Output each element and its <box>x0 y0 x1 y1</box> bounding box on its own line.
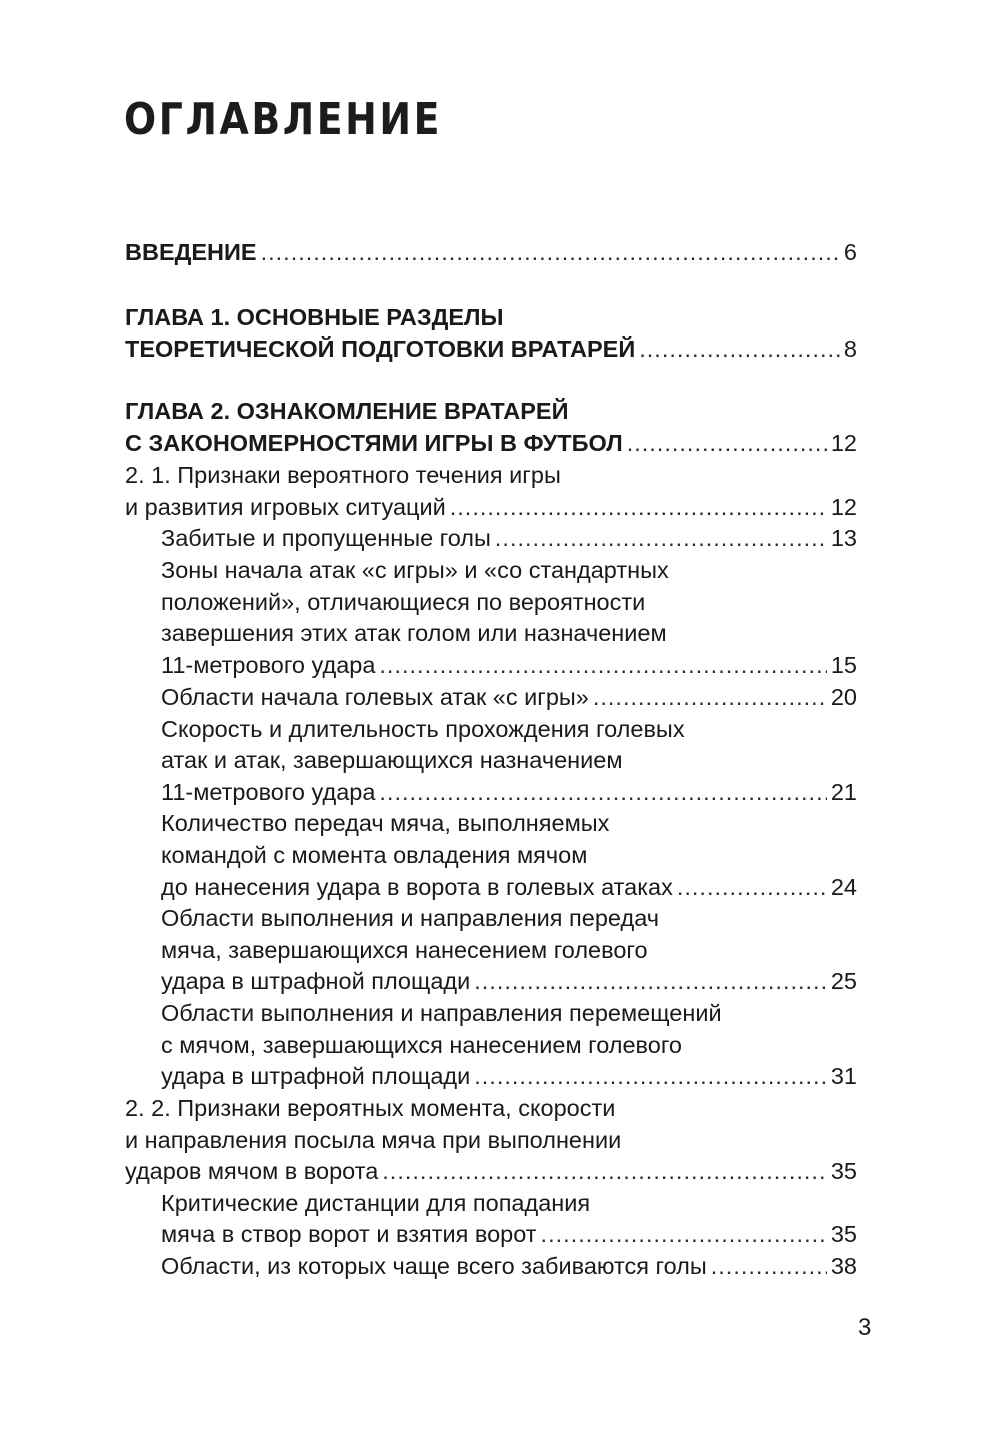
toc-entry-passes-line-2: командой с момента овладения мячом <box>161 842 588 868</box>
dot-leader <box>450 491 827 523</box>
toc-entry-passes-line-1: Количество передач мяча, выполняемых <box>161 810 610 836</box>
toc-entry-zones-line-2: положений», отличающиеся по вероятности <box>161 589 646 615</box>
toc-entry-title: Области, из которых чаще всего забиваются голы <box>161 1253 707 1279</box>
dot-leader <box>474 1060 827 1092</box>
toc-page-number: 20 <box>830 684 857 710</box>
dot-leader <box>627 427 827 459</box>
toc-page-number: 8 <box>843 336 857 362</box>
toc-entry-distances <box>161 1218 857 1250</box>
toc-entry-distances-line-1: Критические дистанции для попадания <box>161 1190 591 1216</box>
toc-entry-title: ВВЕДЕНИЕ <box>125 239 257 265</box>
dot-leader <box>495 522 827 554</box>
toc-entry-intro <box>125 236 857 268</box>
dot-leader <box>261 236 840 268</box>
toc-page-number: 35 <box>830 1158 857 1184</box>
toc-entry-zones-line-1: Зоны начала атак «с игры» и «со стандартных <box>161 557 669 583</box>
dot-leader <box>593 681 827 713</box>
toc-entry-title: 11-метрового удара <box>161 779 376 805</box>
toc-entry-title: С ЗАКОНОМЕРНОСТЯМИ ИГРЫ В ФУТБОЛ <box>125 430 623 456</box>
toc-entry-title: удара в штрафной площади <box>161 968 471 994</box>
toc-entry-title: до нанесения удара в ворота в голевых атаках <box>161 874 673 900</box>
dot-leader <box>541 1218 827 1250</box>
page-number: 3 <box>858 1314 872 1341</box>
toc-entry-attack-areas <box>161 681 857 713</box>
toc-page-number: 21 <box>830 779 857 805</box>
toc-section-2-1 <box>125 491 857 523</box>
toc-entry-pass-areas <box>161 965 857 997</box>
toc-entry-title: Забитые и пропущенные голы <box>161 525 491 551</box>
toc-chapter-1 <box>125 333 857 365</box>
dot-leader <box>639 333 840 365</box>
toc-entry-speed <box>161 776 857 808</box>
toc-entry-zones-line-3: завершения этих атак голом или назначением <box>161 620 667 646</box>
toc-entry-title: ударов мячом в ворота <box>125 1158 379 1184</box>
toc-page-number: 24 <box>830 874 857 900</box>
toc-page-number: 12 <box>830 494 857 520</box>
toc-entry-goals <box>161 522 857 554</box>
toc-entry-title: ТЕОРЕТИЧЕСКОЙ ПОДГОТОВКИ ВРАТАРЕЙ <box>125 336 636 362</box>
toc-chapter-1-line-1: ГЛАВА 1. ОСНОВНЫЕ РАЗДЕЛЫ <box>125 304 504 330</box>
toc-entry-dribble-areas <box>161 1060 857 1092</box>
toc-page-number: 15 <box>830 652 857 678</box>
dot-leader <box>677 871 827 903</box>
dot-leader <box>711 1250 827 1282</box>
toc-page-number: 31 <box>830 1063 857 1089</box>
toc-entry-title: и развития игровых ситуаций <box>125 494 446 520</box>
dot-leader <box>382 1155 827 1187</box>
toc-entry-dribble-areas-line-2: с мячом, завершающихся нанесением голевого <box>161 1032 682 1058</box>
dot-leader <box>379 776 826 808</box>
toc-entry-zones <box>161 649 857 681</box>
toc-entry-title: мяча в створ ворот и взятия ворот <box>161 1221 537 1247</box>
toc-page-number: 6 <box>843 239 857 265</box>
toc-entry-scoring-areas <box>161 1250 857 1282</box>
toc-chapter-2 <box>125 427 857 459</box>
toc-chapter-2-line-1: ГЛАВА 2. ОЗНАКОМЛЕНИЕ ВРАТАРЕЙ <box>125 398 569 424</box>
toc-section-2-2 <box>125 1155 857 1187</box>
dot-leader <box>474 965 827 997</box>
toc-entry-passes <box>161 871 857 903</box>
toc-entry-pass-areas-line-2: мяча, завершающихся нанесением голевого <box>161 937 648 963</box>
toc-entry-title: удара в штрафной площади <box>161 1063 471 1089</box>
dot-leader <box>379 649 826 681</box>
toc-page-number: 25 <box>830 968 857 994</box>
toc-section-2-2-line-1: 2. 2. Признаки вероятных момента, скорости <box>125 1095 616 1121</box>
toc-section-2-1-line-1: 2. 1. Признаки вероятного течения игры <box>125 462 561 488</box>
page-title: ОГЛАВЛЕНИЕ <box>124 94 443 145</box>
toc-entry-title: 11-метрового удара <box>161 652 376 678</box>
toc-entry-speed-line-1: Скорость и длительность прохождения голевых <box>161 716 685 742</box>
toc-entry-title: Области начала голевых атак «с игры» <box>161 684 589 710</box>
toc-entry-dribble-areas-line-1: Области выполнения и направления перемещений <box>161 1000 722 1026</box>
toc-entry-pass-areas-line-1: Области выполнения и направления передач <box>161 905 659 931</box>
toc-page-number: 12 <box>830 430 857 456</box>
toc-page-number: 38 <box>830 1253 857 1279</box>
toc-page-number: 13 <box>830 525 857 551</box>
toc-section-2-2-line-2: и направления посыла мяча при выполнении <box>125 1127 622 1153</box>
toc-page-number: 35 <box>830 1221 857 1247</box>
toc-entry-speed-line-2: атак и атак, завершающихся назначением <box>161 747 623 773</box>
